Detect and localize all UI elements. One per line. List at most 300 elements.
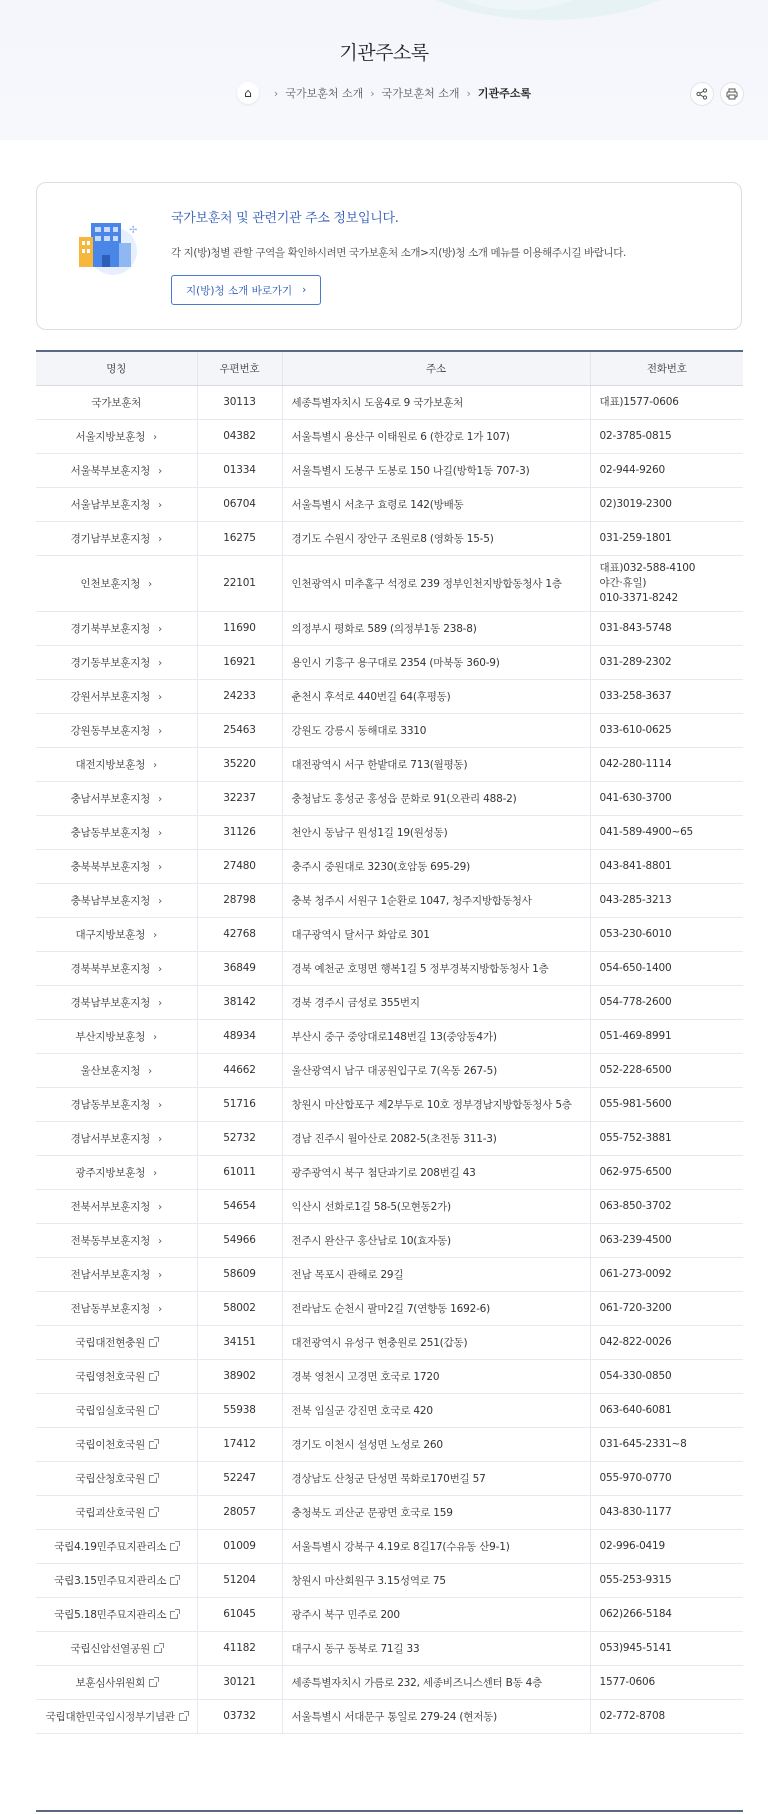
external-link-icon[interactable] [179, 1713, 187, 1721]
org-name: 전북동부보훈지청 [70, 1234, 151, 1247]
phone-cell [590, 1223, 743, 1257]
chevron-right-icon[interactable]: › [158, 1201, 162, 1213]
table-row [36, 1121, 743, 1155]
zip-cell: 34151 [197, 1325, 282, 1359]
address-cell: 대전광역시 유성구 현충원로 251(갑동) [282, 1325, 590, 1359]
button-label: 지(방)청 소개 바로가기 [186, 284, 293, 297]
org-name-cell[interactable] [36, 555, 197, 611]
org-name-cell[interactable] [36, 1257, 197, 1291]
zip-cell: 38142 [197, 985, 282, 1019]
org-name: 경남동부보훈지청 [70, 1098, 151, 1111]
zip-cell: 42768 [197, 917, 282, 951]
phone-cell [590, 645, 743, 679]
info-heading: 국가보훈처 및 관련기관 주소 정보입니다. [171, 211, 399, 226]
breadcrumb-item[interactable]: 국가보훈처 소개 [285, 87, 364, 100]
org-name-cell[interactable] [36, 679, 197, 713]
phone-cell [590, 1019, 743, 1053]
zip-cell: 54966 [197, 1223, 282, 1257]
phone-number: 062-975-6500 [599, 1165, 672, 1178]
zip-cell: 22101 [197, 555, 282, 611]
table-row [36, 849, 743, 883]
org-name: 충북북부보훈지청 [70, 860, 151, 873]
zip-cell: 31126 [197, 815, 282, 849]
org-name-cell[interactable] [36, 713, 197, 747]
address-cell: 서울특별시 용산구 이태원로 6 (한강로 1가 107) [282, 419, 590, 453]
table-row [36, 1189, 743, 1223]
table-row [36, 1325, 743, 1359]
address-cell: 천안시 동남구 원성1길 19(원성동) [282, 815, 590, 849]
zip-cell: 16275 [197, 521, 282, 555]
phone-number: 043-285-3213 [599, 893, 672, 906]
chevron-right-icon[interactable]: › [158, 827, 162, 839]
table-row [36, 555, 743, 611]
phone-number: 031-259-1801 [599, 531, 672, 544]
phone-cell [590, 611, 743, 645]
zip-cell: 30113 [197, 385, 282, 419]
phone-cell [590, 1529, 743, 1563]
external-link-icon[interactable] [170, 1611, 178, 1619]
phone-cell [590, 555, 743, 611]
table-row [36, 611, 743, 645]
org-name: 국립이천호국원 [75, 1438, 146, 1451]
phone-number: 053)945-5141 [599, 1641, 672, 1654]
chevron-right-icon[interactable]: › [153, 929, 157, 941]
breadcrumb [0, 82, 768, 104]
zip-cell: 17412 [197, 1427, 282, 1461]
zip-cell: 61011 [197, 1155, 282, 1189]
chevron-right-icon[interactable]: › [158, 1303, 162, 1315]
phone-cell [590, 1189, 743, 1223]
building-icon [73, 213, 145, 277]
zip-cell: 54654 [197, 1189, 282, 1223]
phone-number: 1577-0606 [599, 1675, 655, 1688]
chevron-right-icon: › [302, 284, 307, 296]
org-name-cell[interactable] [36, 1359, 197, 1393]
external-link-icon[interactable] [154, 1645, 162, 1653]
org-name: 강원동부보훈지청 [70, 724, 151, 737]
chevron-right-icon: › [273, 86, 279, 100]
org-name: 전북서부보훈지청 [70, 1200, 151, 1213]
zip-cell: 28057 [197, 1495, 282, 1529]
org-name-cell[interactable] [36, 1563, 197, 1597]
phone-cell [590, 1359, 743, 1393]
table-row [36, 1053, 743, 1087]
chevron-right-icon[interactable]: › [158, 963, 162, 975]
table-row [36, 1495, 743, 1529]
chevron-right-icon[interactable]: › [158, 1133, 162, 1145]
phone-cell [590, 985, 743, 1019]
zip-cell: 51204 [197, 1563, 282, 1597]
address-cell: 충주시 중원대로 3230(호암동 695-29) [282, 849, 590, 883]
zip-cell: 55938 [197, 1393, 282, 1427]
org-name: 국립영천호국원 [75, 1370, 146, 1383]
chevron-right-icon[interactable]: › [158, 725, 162, 737]
org-name: 국립대전현충원 [75, 1336, 146, 1349]
phone-number: 031-843-5748 [599, 621, 672, 634]
address-cell: 경남 진주시 월아산로 2082-5(초전동 311-3) [282, 1121, 590, 1155]
address-cell: 익산시 선화로1길 58-5(모현동2가) [282, 1189, 590, 1223]
zip-cell: 44662 [197, 1053, 282, 1087]
external-link-icon[interactable] [149, 1407, 157, 1415]
chevron-right-icon[interactable]: › [158, 1269, 162, 1281]
table-row [36, 487, 743, 521]
phone-number: 055-752-3881 [599, 1131, 672, 1144]
org-name: 국립괴산호국원 [75, 1506, 146, 1519]
zip-cell: 25463 [197, 713, 282, 747]
external-link-icon[interactable] [170, 1543, 178, 1551]
address-cell: 창원시 마산회원구 3.15성역로 75 [282, 1563, 590, 1597]
phone-number: 대표)1577-0606 [599, 395, 679, 408]
column-header: 주소 [282, 351, 590, 385]
address-cell: 전주시 완산구 홍산남로 10(효자동) [282, 1223, 590, 1257]
phone-number: 054-330-0850 [599, 1369, 672, 1382]
table-row [36, 951, 743, 985]
external-link-icon[interactable] [149, 1475, 157, 1483]
phone-number: 033-258-3637 [599, 689, 672, 702]
org-name: 국가보훈처 [91, 396, 142, 409]
address-cell: 전북 임실군 강진면 호국로 420 [282, 1393, 590, 1427]
table-row [36, 985, 743, 1019]
chevron-right-icon[interactable]: › [158, 793, 162, 805]
phone-cell [590, 1257, 743, 1291]
org-name-cell[interactable] [36, 1597, 197, 1631]
zip-cell: 01009 [197, 1529, 282, 1563]
phone-number: 042-280-1114 [599, 757, 672, 770]
org-name: 서울북부보훈지청 [70, 464, 151, 477]
phone-cell [590, 1393, 743, 1427]
org-name-cell[interactable] [36, 815, 197, 849]
address-cell: 서울특별시 도봉구 도봉로 150 나길(방학1동 707-3) [282, 453, 590, 487]
org-name-cell[interactable] [36, 521, 197, 555]
org-name-cell[interactable] [36, 1121, 197, 1155]
table-row [36, 1427, 743, 1461]
org-name: 인천보훈지청 [80, 577, 141, 590]
chevron-right-icon[interactable]: › [158, 861, 162, 873]
org-name: 부산지방보훈청 [75, 1030, 146, 1043]
phone-number: 055-981-5600 [599, 1097, 672, 1110]
external-link-icon[interactable] [149, 1679, 157, 1687]
phone-number: 02-944-9260 [599, 463, 666, 476]
org-name-cell[interactable] [36, 883, 197, 917]
org-name-cell[interactable] [36, 1223, 197, 1257]
org-name: 경북북부보훈지청 [70, 962, 151, 975]
org-name-cell[interactable] [36, 781, 197, 815]
zip-cell: 04382 [197, 419, 282, 453]
table-row [36, 747, 743, 781]
phone-cell [590, 917, 743, 951]
phone-cell [590, 1495, 743, 1529]
phone-cell [590, 849, 743, 883]
org-name-cell[interactable] [36, 1699, 197, 1733]
phone-cell [590, 1665, 743, 1699]
zip-cell: 30121 [197, 1665, 282, 1699]
table-row [36, 1257, 743, 1291]
chevron-right-icon[interactable]: › [148, 578, 152, 590]
address-cell: 서울특별시 강북구 4.19로 8길17(수유동 산9-1) [282, 1529, 590, 1563]
table-bottom-border [36, 1810, 743, 1812]
address-cell: 부산시 중구 중앙대로148번길 13(중앙동4가) [282, 1019, 590, 1053]
phone-cell [590, 1053, 743, 1087]
column-header: 우편번호 [197, 351, 282, 385]
chevron-right-icon[interactable]: › [153, 431, 157, 443]
org-name: 서울지방보훈청 [75, 430, 146, 443]
zip-cell: 01334 [197, 453, 282, 487]
phone-number: 054-778-2600 [599, 995, 672, 1008]
org-name-cell[interactable] [36, 1393, 197, 1427]
address-cell: 세종특별자치시 가름로 232, 세종비즈니스센터 B동 4층 [282, 1665, 590, 1699]
breadcrumb-item[interactable]: 국가보훈처 소개 [381, 87, 460, 100]
address-table [36, 350, 743, 1734]
table-row [36, 419, 743, 453]
org-name: 국립4.19민주묘지관리소 [54, 1540, 167, 1553]
zip-cell: 03732 [197, 1699, 282, 1733]
table-row [36, 1631, 743, 1665]
table-row [36, 917, 743, 951]
org-name-cell[interactable] [36, 849, 197, 883]
external-link-icon[interactable] [149, 1373, 157, 1381]
phone-cell [590, 781, 743, 815]
org-name-cell[interactable] [36, 1529, 197, 1563]
phone-number: 대표)032-588-4100 [599, 561, 696, 574]
info-description: 각 지(방)청별 관할 구역을 확인하시려면 국가보훈처 소개>지(방)청 소개 메뉴를 이용해주시길 바랍니다. [171, 247, 626, 259]
chevron-right-icon[interactable]: › [158, 465, 162, 477]
zip-cell: 16921 [197, 645, 282, 679]
table-row [36, 1019, 743, 1053]
external-link-icon[interactable] [149, 1339, 157, 1347]
svg-text:✢: ✢ [129, 225, 138, 236]
org-name-cell[interactable] [36, 747, 197, 781]
chevron-right-icon[interactable]: › [158, 997, 162, 1009]
address-cell: 춘천시 후석로 440번길 64(후평동) [282, 679, 590, 713]
address-cell: 전라남도 순천시 팔마2길 7(연향동 1692-6) [282, 1291, 590, 1325]
org-name: 경남서부보훈지청 [70, 1132, 151, 1145]
zip-cell: 36849 [197, 951, 282, 985]
zip-cell: 27480 [197, 849, 282, 883]
org-name: 국립5.18민주묘지관리소 [54, 1608, 167, 1621]
phone-number: 031-289-2302 [599, 655, 672, 668]
org-name: 전남서부보훈지청 [70, 1268, 151, 1281]
share-icon[interactable] [690, 82, 714, 106]
org-name-cell[interactable] [36, 985, 197, 1019]
org-name-cell[interactable] [36, 1665, 197, 1699]
phone-number: 055-970-0770 [599, 1471, 672, 1484]
phone-cell [590, 1563, 743, 1597]
phone-cell [590, 385, 743, 419]
phone-number: 010-3371-8242 [599, 591, 678, 604]
org-name-cell[interactable] [36, 1019, 197, 1053]
zip-cell: 48934 [197, 1019, 282, 1053]
org-name: 충남서부보훈지청 [70, 792, 151, 805]
chevron-right-icon[interactable]: › [158, 499, 162, 511]
phone-number: 02-772-8708 [599, 1709, 666, 1722]
phone-cell [590, 1461, 743, 1495]
org-name-cell[interactable] [36, 1291, 197, 1325]
table-header-row [36, 351, 743, 385]
org-name-cell[interactable] [36, 1155, 197, 1189]
zip-cell: 06704 [197, 487, 282, 521]
org-name: 강원서부보훈지청 [70, 690, 151, 703]
org-name: 국립3.15민주묘지관리소 [54, 1574, 167, 1587]
table-row [36, 453, 743, 487]
org-name-cell[interactable] [36, 1053, 197, 1087]
phone-number: 061-720-3200 [599, 1301, 672, 1314]
org-name-cell[interactable] [36, 611, 197, 645]
column-header: 전화번호 [590, 351, 743, 385]
org-name-cell[interactable] [36, 917, 197, 951]
org-name-cell[interactable] [36, 645, 197, 679]
phone-cell [590, 419, 743, 453]
org-name: 경기북부보훈지청 [70, 622, 151, 635]
external-link-icon[interactable] [149, 1509, 157, 1517]
phone-number: 야간·휴일) [599, 576, 647, 589]
org-name: 서울남부보훈지청 [70, 498, 151, 511]
external-link-icon[interactable] [149, 1441, 157, 1449]
zip-cell: 11690 [197, 611, 282, 645]
column-header: 명칭 [36, 351, 197, 385]
org-name-cell[interactable] [36, 1325, 197, 1359]
table-row [36, 1597, 743, 1631]
address-cell: 용인시 기흥구 용구대로 2354 (마북동 360-9) [282, 645, 590, 679]
phone-number: 051-469-8991 [599, 1029, 672, 1042]
phone-cell [590, 713, 743, 747]
chevron-right-icon[interactable]: › [158, 657, 162, 669]
table-row [36, 883, 743, 917]
phone-cell [590, 679, 743, 713]
page-title: 기관주소록 [339, 42, 429, 64]
table-row [36, 521, 743, 555]
zip-cell: 58609 [197, 1257, 282, 1291]
org-name-cell[interactable] [36, 1189, 197, 1223]
phone-number: 052-228-6500 [599, 1063, 672, 1076]
table-row [36, 1087, 743, 1121]
phone-cell [590, 883, 743, 917]
chevron-right-icon[interactable]: › [158, 895, 162, 907]
address-cell: 경기도 수원시 장안구 조원로8 (영화동 15-5) [282, 521, 590, 555]
org-name-cell [36, 385, 197, 419]
chevron-right-icon[interactable]: › [158, 623, 162, 635]
phone-number: 041-589-4900~65 [599, 825, 694, 838]
table-row [36, 713, 743, 747]
address-cell: 경북 예천군 호명면 행복1길 5 정부경북지방합동청사 1층 [282, 951, 590, 985]
org-name-cell[interactable] [36, 1495, 197, 1529]
address-cell: 충청남도 홍성군 홍성읍 문화로 91(오관리 488-2) [282, 781, 590, 815]
address-cell: 전남 목포시 관해로 29길 [282, 1257, 590, 1291]
phone-cell [590, 1087, 743, 1121]
page-header [0, 0, 768, 140]
phone-cell [590, 453, 743, 487]
address-cell: 인천광역시 미추홀구 석정로 239 정부인천지방합동청사 1층 [282, 555, 590, 611]
chevron-right-icon[interactable]: › [158, 1099, 162, 1111]
phone-cell [590, 1631, 743, 1665]
chevron-right-icon[interactable]: › [158, 533, 162, 545]
chevron-right-icon: › [370, 86, 375, 100]
address-cell: 대구광역시 달서구 화암로 301 [282, 917, 590, 951]
org-name: 경기동부보훈지청 [70, 656, 151, 669]
table-row [36, 1461, 743, 1495]
table-row [36, 1665, 743, 1699]
phone-cell [590, 1291, 743, 1325]
org-name: 충남동부보훈지청 [70, 826, 151, 839]
chevron-right-icon[interactable]: › [153, 1167, 157, 1179]
home-icon[interactable]: ⌂ [237, 82, 259, 104]
phone-number: 054-650-1400 [599, 961, 672, 974]
phone-number: 055-253-9315 [599, 1573, 672, 1586]
zip-cell: 58002 [197, 1291, 282, 1325]
org-name-cell[interactable] [36, 1631, 197, 1665]
info-box [36, 182, 742, 330]
chevron-right-icon[interactable]: › [158, 1235, 162, 1247]
external-link-icon[interactable] [170, 1577, 178, 1585]
table-row [36, 1699, 743, 1733]
zip-cell: 61045 [197, 1597, 282, 1631]
table-row [36, 385, 743, 419]
regional-office-link-button[interactable] [171, 275, 321, 305]
address-cell: 서울특별시 서대문구 통일로 279-24 (현저동) [282, 1699, 590, 1733]
phone-cell [590, 1155, 743, 1189]
table-body [36, 385, 743, 1733]
chevron-right-icon[interactable]: › [148, 1065, 152, 1077]
org-name: 국립신암선열공원 [70, 1642, 151, 1655]
phone-cell [590, 747, 743, 781]
header-actions [690, 82, 744, 106]
org-name: 국립산청호국원 [75, 1472, 146, 1485]
org-name-cell[interactable] [36, 951, 197, 985]
org-name-cell[interactable] [36, 487, 197, 521]
phone-number: 041-630-3700 [599, 791, 672, 804]
org-name-cell[interactable] [36, 453, 197, 487]
address-cell: 세종특별자치시 도움4로 9 국가보훈처 [282, 385, 590, 419]
table-row [36, 679, 743, 713]
table-row [36, 1563, 743, 1597]
phone-cell [590, 951, 743, 985]
phone-cell [590, 521, 743, 555]
org-name-cell[interactable] [36, 419, 197, 453]
address-cell: 서울특별시 서초구 효령로 142(방배동 [282, 487, 590, 521]
phone-number: 043-841-8801 [599, 859, 672, 872]
address-cell: 강원도 강릉시 동해대로 3310 [282, 713, 590, 747]
table-row [36, 1359, 743, 1393]
print-icon[interactable] [720, 82, 744, 106]
phone-cell [590, 1325, 743, 1359]
chevron-right-icon[interactable]: › [158, 691, 162, 703]
phone-number: 063-850-3702 [599, 1199, 672, 1212]
org-name: 대구지방보훈청 [75, 928, 146, 941]
breadcrumb-current: 기관주소록 [477, 87, 532, 100]
org-name-cell[interactable] [36, 1461, 197, 1495]
address-cell: 경기도 이천시 설성면 노성로 260 [282, 1427, 590, 1461]
phone-number: 063-640-6081 [599, 1403, 672, 1416]
address-cell: 울산광역시 남구 대공원입구로 7(옥동 267-5) [282, 1053, 590, 1087]
address-cell: 경북 영천시 고경면 호국로 1720 [282, 1359, 590, 1393]
org-name: 국립임실호국원 [75, 1404, 146, 1417]
address-cell: 광주시 북구 민주로 200 [282, 1597, 590, 1631]
zip-cell: 35220 [197, 747, 282, 781]
address-cell: 대구시 동구 동북로 71길 33 [282, 1631, 590, 1665]
zip-cell: 52247 [197, 1461, 282, 1495]
chevron-right-icon[interactable]: › [153, 1031, 157, 1043]
zip-cell: 52732 [197, 1121, 282, 1155]
phone-cell [590, 1427, 743, 1461]
chevron-right-icon[interactable]: › [153, 759, 157, 771]
org-name: 경북남부보훈지청 [70, 996, 151, 1009]
table-row [36, 815, 743, 849]
org-name: 경기남부보훈지청 [70, 532, 151, 545]
org-name-cell[interactable] [36, 1427, 197, 1461]
org-name: 울산보훈지청 [80, 1064, 141, 1077]
address-cell: 창원시 마산합포구 제2부두로 10호 정부경남지방합동청사 5층 [282, 1087, 590, 1121]
org-name-cell[interactable] [36, 1087, 197, 1121]
phone-number: 02-996-0419 [599, 1539, 666, 1552]
